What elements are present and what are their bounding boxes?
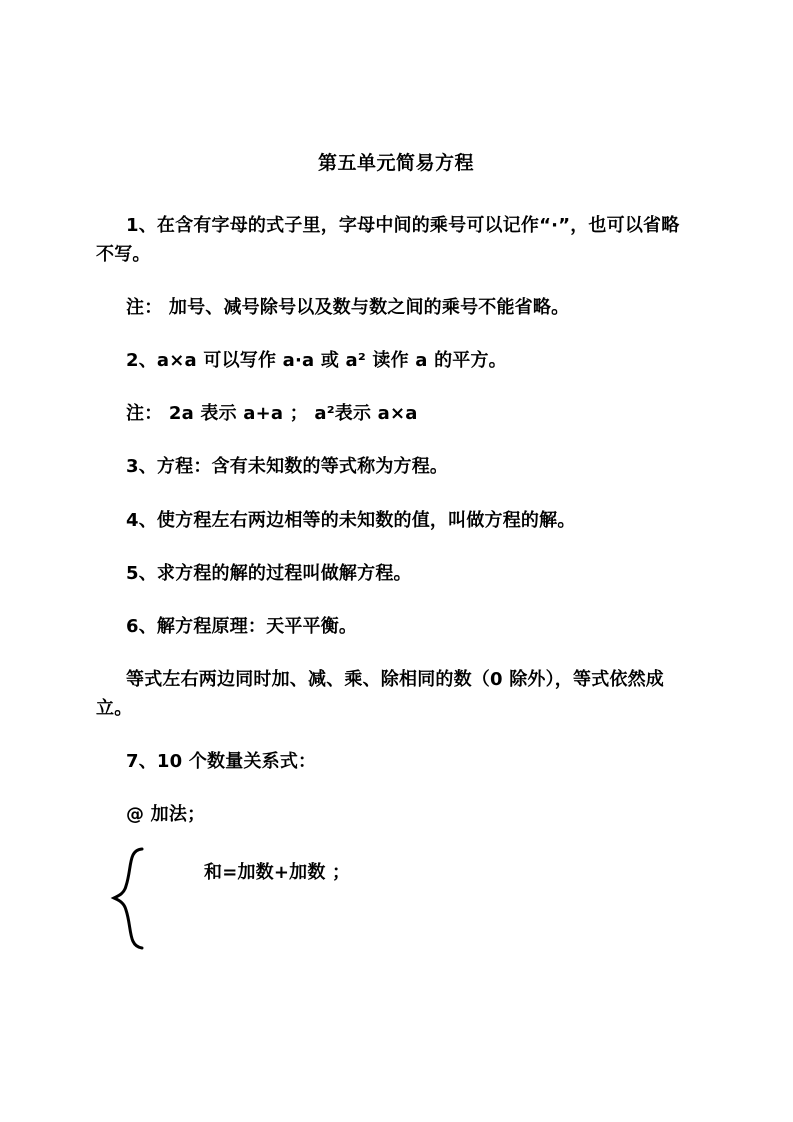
- page-title: 第五单元简易方程: [317, 152, 474, 174]
- paragraph-item-6: 6、解方程原理：天平平衡。: [126, 615, 358, 637]
- paragraph-item-2: 2、a×a 可以写作 a·a 或 a² 读作 a 的平方。: [126, 350, 507, 372]
- paragraph-note-2: 注： 2a 表示 a+a ； a²表示 a×a: [126, 403, 418, 425]
- brace-group-line: 和=加数+加数 ；: [204, 861, 351, 883]
- paragraph-item-7: 7、10 个数量关系式：: [126, 751, 317, 773]
- brace-group: [96, 852, 696, 962]
- paragraph-item-4: 4、使方程左右两边相等的未知数的值，叫做方程的解。: [126, 509, 576, 531]
- paragraph-item-7-a: @ 加法；: [126, 804, 206, 826]
- document-body: [96, 150, 696, 962]
- paragraph-item-6-body: 等式左右两边同时加、减、乘、除相同的数（0 除外），等式依然成立。: [96, 669, 664, 720]
- paragraph-item-3: 3、方程：含有未知数的等式称为方程。: [126, 456, 449, 478]
- paragraph-item-1: 1、在含有字母的式子里，字母中间的乘号可以记作“·”，也可以省略不写。: [96, 214, 680, 265]
- left-curly-brace-icon: [110, 846, 150, 951]
- paragraph-note-1: 注： 加号、减号除号以及数与数之间的乘号不能省略。: [126, 296, 570, 318]
- paragraph-item-5: 5、求方程的解的过程叫做解方程。: [126, 562, 412, 584]
